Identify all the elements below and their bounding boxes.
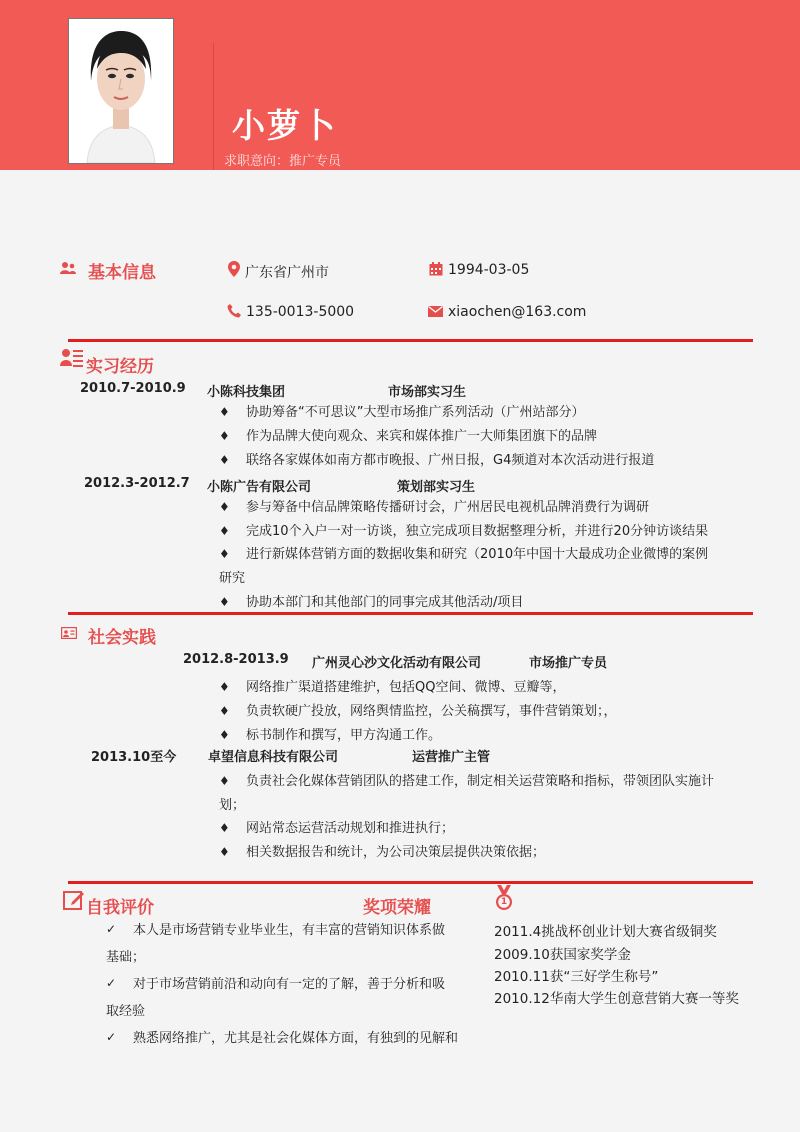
- list-item: 完成10个入户一对一访谈，独立完成项目数据整理分析，并进行20分钟访谈结果: [246, 524, 709, 539]
- location-pin-icon: [228, 261, 240, 277]
- person-document-icon: [60, 348, 84, 370]
- award-item: 2010.12华南大学生创意营销大赛一等奖: [494, 991, 739, 1007]
- diamond-bullet-icon: ♦: [219, 500, 230, 514]
- internship-title: 实习经历: [86, 357, 154, 377]
- id-card-icon: [61, 627, 77, 639]
- list-item: 负责软硬广投放，网络舆情监控，公关稿撰写，事件营销策划；，: [246, 704, 617, 719]
- diamond-bullet-icon: ♦: [219, 774, 230, 788]
- list-item: 协助筹备“不可思议”大型市场推广系列活动（广州站部分）: [246, 405, 585, 420]
- award-item: 2011.4挑战杯创业计划大赛省级铜奖: [494, 924, 717, 940]
- list-item: 联络各家媒体如南方都市晚报、广州日报，G4频道对本次活动进行报道: [246, 453, 655, 468]
- basic-info-title: 基本信息: [88, 263, 156, 283]
- award-item: 2009.10获国家奖学金: [494, 947, 631, 963]
- section-divider: [68, 612, 753, 615]
- job-role: 市场部实习生: [388, 385, 467, 400]
- list-item: 网络推广渠道搭建维护，包括QQ空间、微博、豆瓣等，: [246, 680, 566, 695]
- company-name: 小陈广告有限公司: [207, 480, 312, 495]
- list-item: 标书制作和撰写，甲方沟通工作。: [246, 728, 442, 743]
- job-role: 策划部实习生: [397, 480, 476, 495]
- diamond-bullet-icon: ♦: [219, 680, 230, 694]
- calendar-icon: [429, 262, 443, 276]
- section-divider: [68, 339, 753, 342]
- section-divider: [68, 881, 753, 884]
- check-icon: ✓: [106, 976, 117, 990]
- diamond-bullet-icon: ♦: [219, 429, 230, 443]
- company-name: 广州灵心沙文化活动有限公司: [312, 656, 482, 671]
- list-item-continuation: 研究: [219, 571, 246, 586]
- location-text: 广东省广州市: [245, 265, 329, 281]
- list-item: 本人是市场营销专业毕业生，有丰富的营销知识体系做: [133, 923, 446, 938]
- diamond-bullet-icon: ♦: [219, 595, 230, 609]
- diamond-bullet-icon: ♦: [219, 547, 230, 561]
- job-period: 2010.7-2010.9: [80, 381, 186, 396]
- diamond-bullet-icon: ♦: [219, 405, 230, 419]
- list-item: 对于市场营销前沿和动向有一定的了解，善于分析和吸: [133, 977, 446, 992]
- job-intent: 求职意向：推广专员: [224, 154, 342, 169]
- email-text: xiaochen@163.com: [448, 304, 587, 320]
- company-name: 小陈科技集团: [207, 385, 286, 400]
- list-item: 协助本部门和其他部门的同事完成其他活动/项目: [246, 595, 524, 610]
- list-item-continuation: 划；: [219, 798, 246, 813]
- check-icon: ✓: [106, 922, 117, 936]
- edit-icon: [63, 889, 85, 911]
- check-icon: ✓: [106, 1030, 117, 1044]
- awards-title: 奖项荣耀: [363, 898, 431, 918]
- list-item: 熟悉网络推广，尤其是社会化媒体方面，有独到的见解和: [133, 1031, 459, 1046]
- diamond-bullet-icon: ♦: [219, 704, 230, 718]
- diamond-bullet-icon: ♦: [219, 453, 230, 467]
- email-icon: [428, 306, 443, 317]
- job-role: 市场推广专员: [529, 656, 608, 671]
- header-divider: [213, 43, 214, 170]
- people-icon: [60, 261, 76, 275]
- list-item-continuation: 取经验: [106, 1004, 146, 1019]
- list-item: 相关数据报告和统计，为公司决策层提供决策依据；: [246, 845, 546, 860]
- job-period: 2012.3-2012.7: [84, 476, 190, 491]
- phone-text: 135-0013-5000: [246, 304, 355, 320]
- diamond-bullet-icon: ♦: [219, 821, 230, 835]
- self-evaluation-title: 自我评价: [86, 898, 154, 918]
- award-item: 2010.11获“三好学生称号”: [494, 969, 659, 985]
- diamond-bullet-icon: ♦: [219, 845, 230, 859]
- phone-icon: [227, 304, 241, 318]
- medal-number: 1: [500, 897, 508, 907]
- list-item: 网站常态运营活动规划和推进执行；: [246, 821, 455, 836]
- diamond-bullet-icon: ♦: [219, 524, 230, 538]
- job-period: 2013.10至今: [91, 750, 177, 765]
- list-item: 作为品牌大使向观众、来宾和媒体推广一大师集团旗下的品牌: [246, 429, 598, 444]
- job-period: 2012.8-2013.9: [183, 652, 289, 667]
- candidate-name: 小萝卜: [232, 106, 337, 145]
- list-item: 进行新媒体营销方面的数据收集和研究（2010年中国十大最成功企业微博的案例: [246, 547, 709, 562]
- list-item-continuation: 基础；: [106, 950, 146, 965]
- list-item: 参与筹备中信品牌策略传播研讨会，广州居民电视机品牌消费行为调研: [246, 500, 650, 515]
- list-item: 负责社会化媒体营销团队的搭建工作，制定相关运营策略和指标，带领团队实施计: [246, 774, 715, 789]
- job-role: 运营推广主管: [412, 750, 491, 765]
- birthday-text: 1994-03-05: [448, 262, 530, 278]
- social-practice-title: 社会实践: [88, 628, 156, 648]
- portrait-image: [69, 19, 173, 163]
- profile-photo: [68, 18, 174, 164]
- company-name: 卓望信息科技有限公司: [208, 750, 339, 765]
- diamond-bullet-icon: ♦: [219, 728, 230, 742]
